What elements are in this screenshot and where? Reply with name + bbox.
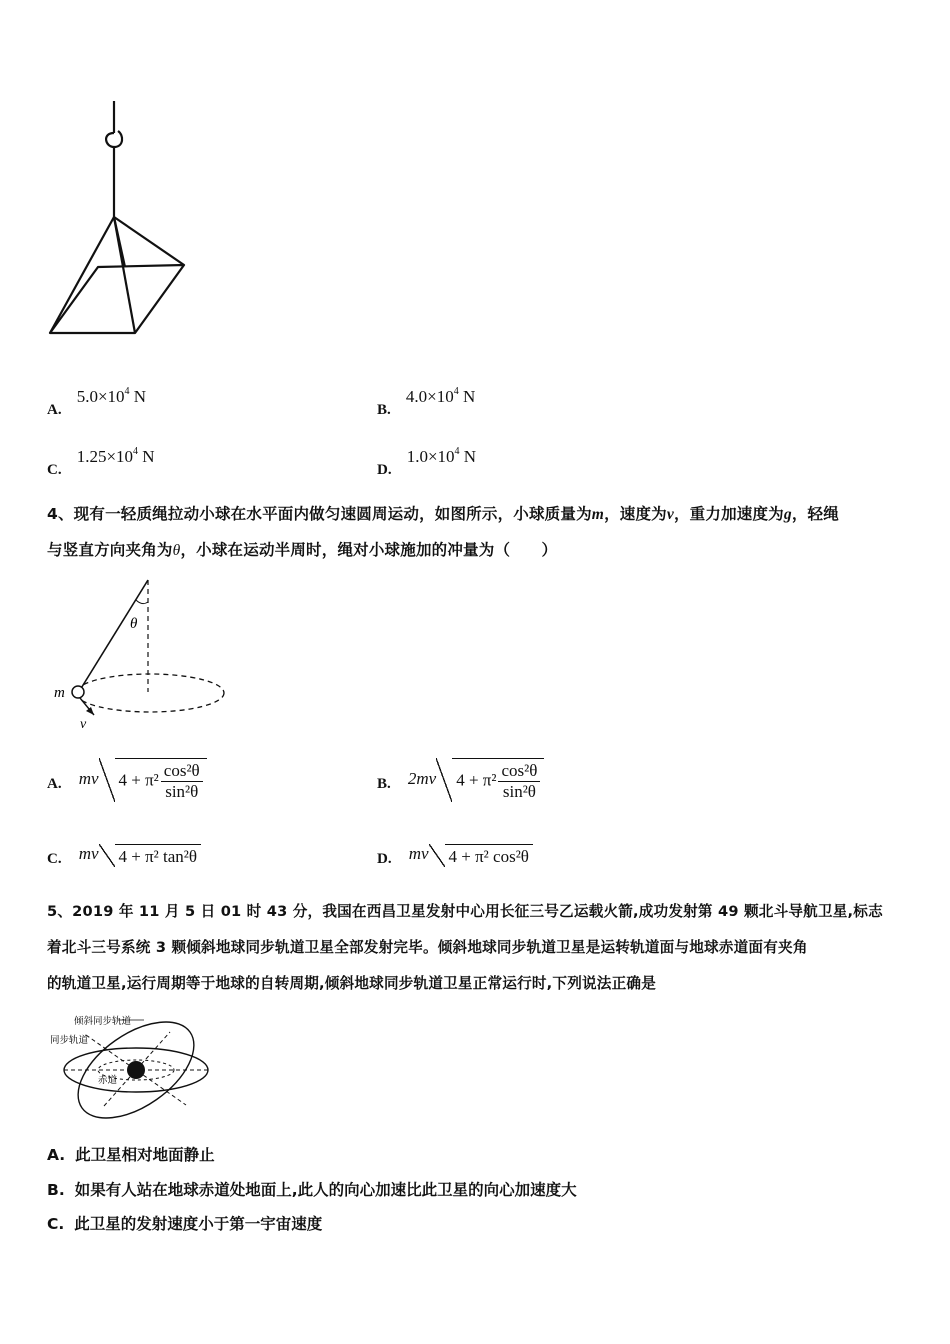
q4-stem-line1: 4、现有一轻质绳拉动小球在水平面内做匀速圆周运动，如图所示，小球质量为m，速度为v，重力加速度为g，轻绳 xyxy=(47,505,839,523)
mass-label: m xyxy=(54,685,65,701)
theta-label: θ xyxy=(130,616,138,632)
q5-option-b[interactable] xyxy=(47,1178,577,1200)
option-value: $1.0\times 10^4$ N xyxy=(406,446,477,466)
option-text: 如果有人站在地球赤道处地面上,此人的向心加速比此卫星的向心加速度大 xyxy=(74,1181,577,1199)
incline-orbit-label: 倾斜同步轨道 xyxy=(74,1016,132,1027)
equator-label: 赤道 xyxy=(98,1075,118,1086)
q4-option-a[interactable] xyxy=(47,758,207,802)
q4-stem-line2: 与竖直方向夹角为θ，小球在运动半周时，绳对小球施加的冲量为（ ） xyxy=(47,541,558,559)
option-text: 此卫星的发射速度小于第一宇宙速度 xyxy=(74,1215,323,1233)
q4-option-d[interactable] xyxy=(377,844,533,867)
option-letter: C. xyxy=(47,1215,65,1233)
q4-option-b[interactable] xyxy=(377,758,544,802)
option-letter: B. xyxy=(377,402,391,418)
q5-option-c[interactable] xyxy=(47,1212,322,1234)
velocity-label: v xyxy=(80,717,87,732)
q4-option-c[interactable] xyxy=(47,844,201,867)
option-letter: A. xyxy=(47,775,62,792)
option-text: 此卫星相对地面静止 xyxy=(75,1146,215,1164)
q3-option-d[interactable] xyxy=(377,446,477,478)
option-letter: D. xyxy=(377,462,392,478)
option-letter: A. xyxy=(47,1146,66,1164)
q3-option-a[interactable] xyxy=(47,386,147,418)
orbit-figure xyxy=(46,1010,221,1128)
option-letter: B. xyxy=(377,775,391,792)
hook-pyramid-figure xyxy=(40,95,200,345)
option-value: $5.0\times 10^4$ N xyxy=(76,386,147,406)
q3-option-c[interactable] xyxy=(47,446,155,478)
option-value: mv 4 + π² $\frac{\text{cos²θ}}{\text{sin²θ}}$ xyxy=(79,769,207,788)
option-letter: D. xyxy=(377,851,392,868)
option-value: $4.0\times 10^4$ N xyxy=(405,386,476,406)
option-value: mv 4 + π² tan²θ xyxy=(79,844,201,863)
q5-stem-line1: 5、2019 年 11 月 5 日 01 时 43 分，我国在西昌卫星发射中心用长征三号乙运载火箭,成功发射第 49 颗北斗导航卫星,标志 xyxy=(47,903,883,920)
option-value: $1.25\times 10^4$ N xyxy=(76,446,155,466)
option-letter: C. xyxy=(47,851,62,868)
q3-option-b[interactable] xyxy=(377,386,476,418)
q5-stem-line2: 着北斗三号系统 3 颗倾斜地球同步轨道卫星全部发射完毕。倾斜地球同步轨道卫星是运转轨道面与地球赤道面有夹角 xyxy=(47,939,808,956)
option-letter: B. xyxy=(47,1181,65,1199)
q5-stem-line3: 的轨道卫星,运行周期等于地球的自转周期,倾斜地球同步轨道卫星正常运行时,下列说法正确是 xyxy=(47,975,656,992)
option-letter: C. xyxy=(47,462,62,478)
sync-orbit-label: 同步轨道 xyxy=(50,1035,89,1046)
option-value: mv 4 + π² cos²θ xyxy=(409,844,533,863)
option-letter: A. xyxy=(47,402,62,418)
conical-pendulum-figure xyxy=(50,572,240,732)
option-value: 2mv 4 + π² $\frac{\text{cos²θ}}{\text{sin²θ}}$ xyxy=(408,769,545,788)
q5-option-a[interactable] xyxy=(47,1143,215,1165)
